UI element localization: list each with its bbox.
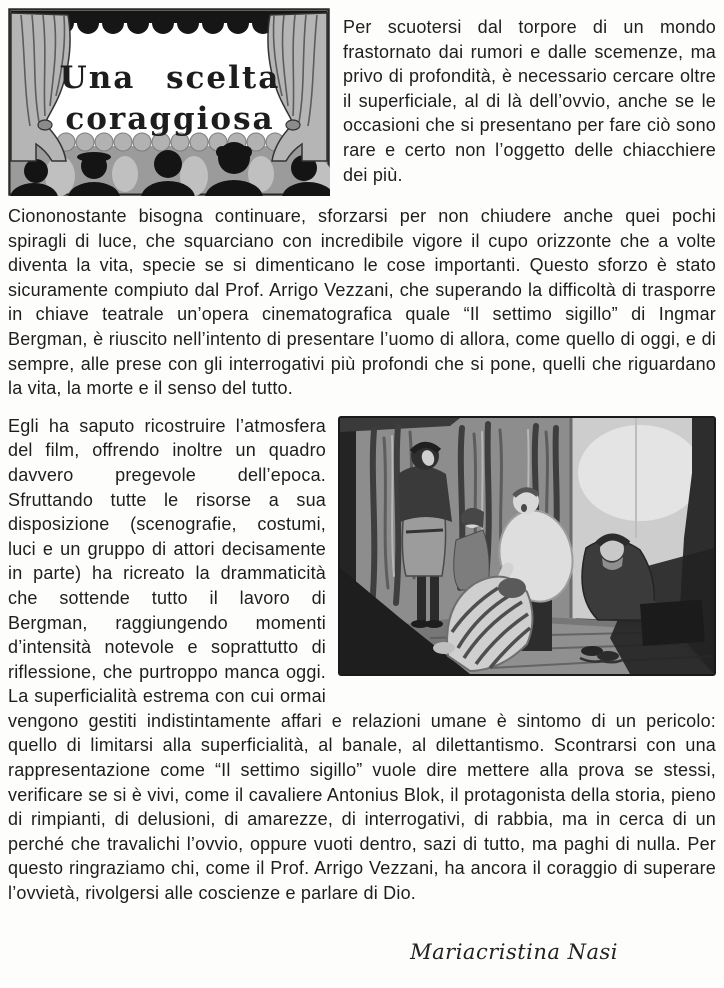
- masthead-title-line1: Una scelta: [59, 60, 281, 96]
- theater-stage-icon: [8, 8, 330, 196]
- article-body-with-photo: [8, 414, 716, 906]
- author-signature: Mariacristina Nasi: [410, 939, 618, 964]
- stage-photo: [338, 416, 716, 676]
- seventh-seal-scene-photo: [340, 418, 714, 674]
- masthead-title-line2: coraggiosa: [65, 101, 275, 137]
- paragraph-intro: Per scuotersi dal torpore di un mondo frastornato dai rumori e dalle scemenze, ma privo di profondità, è necessario cercare oltre il superficiale, al di là dell’ovvio, anche se le occasioni che si presentano per fare ciò sono rare e certo non l’oggetto delle chiacchiere dei più.: [343, 17, 716, 185]
- paragraph-vezzani: Ciononostante bisogna continuare, sforzarsi per non chiudere anche quei pochi spiragli di luce, che squarciano con incredibile vigore il cupo orizzonte che a volte diventa la vita, specie se si dimenticano le cose importanti. Questo sforzo è stato sicuramente compiuto dal Prof. Arrigo Vezzani, che superando la difficoltà di trasporre in chiave teatrale un’opera cinematografica quale “Il settimo sigillo” di Ingmar Bergman, è riuscito nell’intento di presentare l’uomo di allora, come quello di oggi, e di sempre, alle prese con gli interrogativi più profondi che si pone, quelli che riguardano la vita, la morte e il senso del tutto.: [8, 206, 716, 399]
- signature-row: [8, 940, 716, 964]
- masthead-theater-graphic: [8, 8, 330, 196]
- paragraph-conclusion: Egli ha saputo ricostruire l’atmosfera del film, offrendo inoltre un quadro davvero pregevole dell’epoca. Sfruttando tutte le risorse a sua disposizione (scenografie, costumi, luci e un gruppo di attori decisamente in parte) ha ricreato la drammaticità che sottende tutto il lavoro di Bergman, raggiungendo momenti d’intensità notevole e soprattutto di riflessione, che purtroppo manca oggi. La superficialità estrema con cui ormai vengono gestiti indistintamente affari e relazioni umane è sintomo di un pericolo: quello di limitarsi alla superficialità, al banale, al dilettantismo. Scontrarsi con una rappresentazione come “Il settimo sigillo” vuole dire mettere alla prova se stessi, verificare se si è vivi, come il cavaliere Antonius Blok, il protagonista della storia, pieno di rimpianti, di delusioni, di amarezze, di interrogativi, di rabbia, ma in cerca di un perché che travalichi l’ovvio, oppure vuoti dentro, sazi di tutto, ma paghi di nulla. Per questo ringraziamo chi, come il Prof. Arrigo Vezzani, ha ancora il coraggio di superare l’ovvietà, rivolgersi alle coscienze e parlare di Dio.: [8, 415, 716, 904]
